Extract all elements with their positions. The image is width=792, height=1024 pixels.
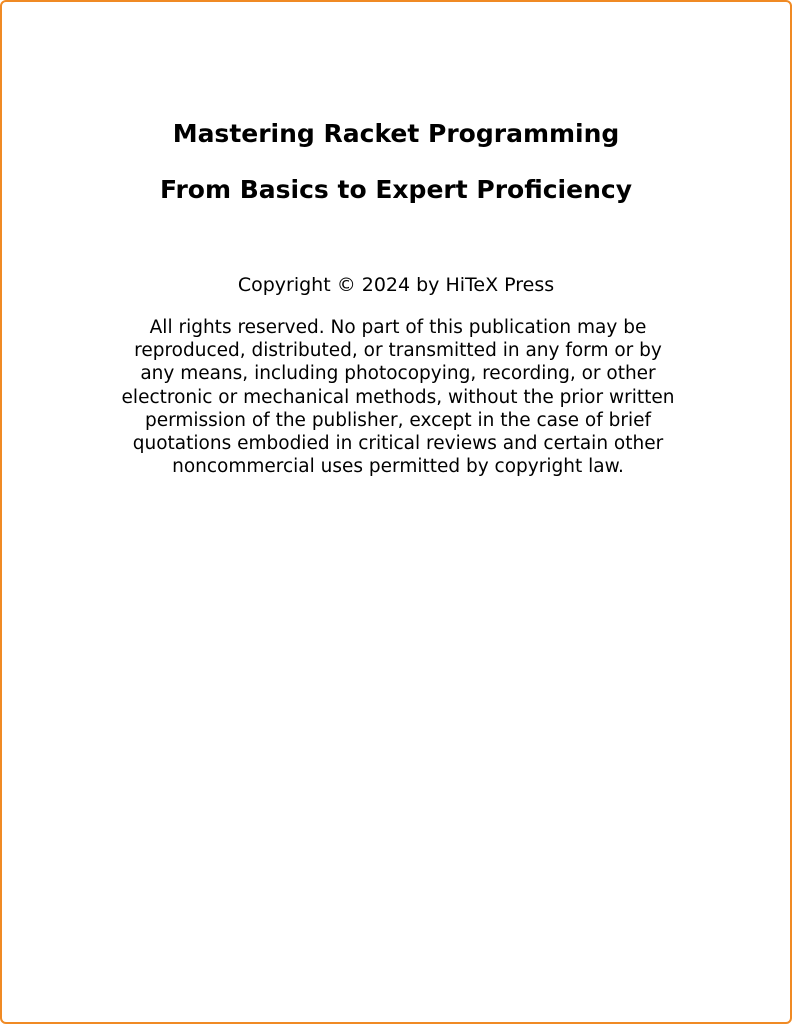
rights-line: reproduced, distributed, or transmitted in any form or by	[134, 340, 662, 362]
book-title: Mastering Racket Programming	[172, 119, 620, 148]
rights-line: electronic or mechanical methods, without the prior written	[121, 386, 675, 408]
rights-line: noncommercial uses permitted by copyright law.	[172, 456, 624, 478]
rights-line: quotations embodied in critical reviews and certain other	[132, 433, 664, 455]
book-subtitle: From Basics to Expert Proficiency	[160, 175, 632, 204]
rights-line: any means, including photocopying, recording, or other	[140, 363, 656, 385]
rights-line: All rights reserved. No part of this publication may be	[149, 317, 647, 338]
rights-statement	[98, 316, 698, 478]
copyright-notice: Copyright © 2024 by HiTeX Press	[237, 274, 555, 296]
rights-line: permission of the publisher, except in the case of brief	[144, 409, 652, 431]
